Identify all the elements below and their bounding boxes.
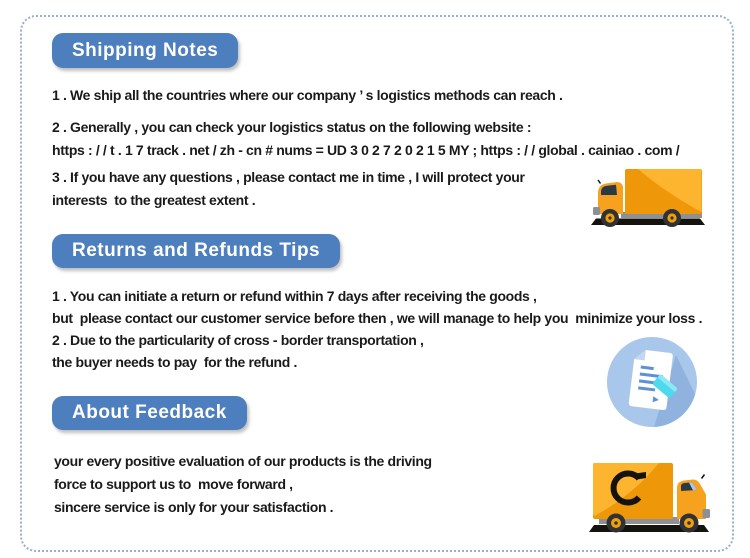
about-feedback-text [54, 450, 432, 519]
delivery-truck-left-icon [588, 166, 708, 230]
text-line: interests to the greatest extent . [52, 192, 256, 208]
shipping-notes-banner: Shipping Notes [52, 33, 238, 68]
text-line: 1 . We ship all the countries where our company ’ s logistics methods can reach . [52, 87, 563, 103]
shipping-notes-text [52, 84, 679, 212]
text-line: 3 . If you have any questions , please contact me in time , I will protect your [52, 169, 525, 185]
refund-document-graphic [606, 336, 698, 428]
text-line: the buyer needs to pay for the refund . [52, 354, 298, 370]
returns-refunds-banner: Returns and Refunds Tips [52, 234, 340, 268]
delivery-truck-right-graphic [585, 457, 713, 537]
delivery-truck-left-graphic [588, 166, 708, 230]
refund-document-icon [606, 336, 698, 428]
text-line: your every positive evaluation of our products is the driving [54, 453, 432, 469]
text-line: but please contact our customer service before then , we will manage to help you minimize your loss . [52, 310, 703, 326]
text-line: 2 . Due to the particularity of cross - border transportation , [52, 332, 424, 348]
text-line: 1 . You can initiate a return or refund within 7 days after receiving the goods , [52, 288, 537, 304]
text-line: force to support us to move forward , [54, 476, 293, 492]
text-line: 2 . Generally , you can check your logistics status on the following website : [52, 119, 532, 135]
returns-refunds-text [52, 285, 702, 373]
about-feedback-banner: About Feedback [52, 396, 247, 430]
text-line: sincere service is only for your satisfaction . [54, 499, 334, 515]
tracking-url-line: https : / / t . 1 7 track . net / zh - cn # nums = UD 3 0 2 7 2 0 2 1 5 MY ; https : / / global . cainiao . com / [52, 142, 680, 158]
delivery-truck-right-icon [585, 457, 713, 537]
